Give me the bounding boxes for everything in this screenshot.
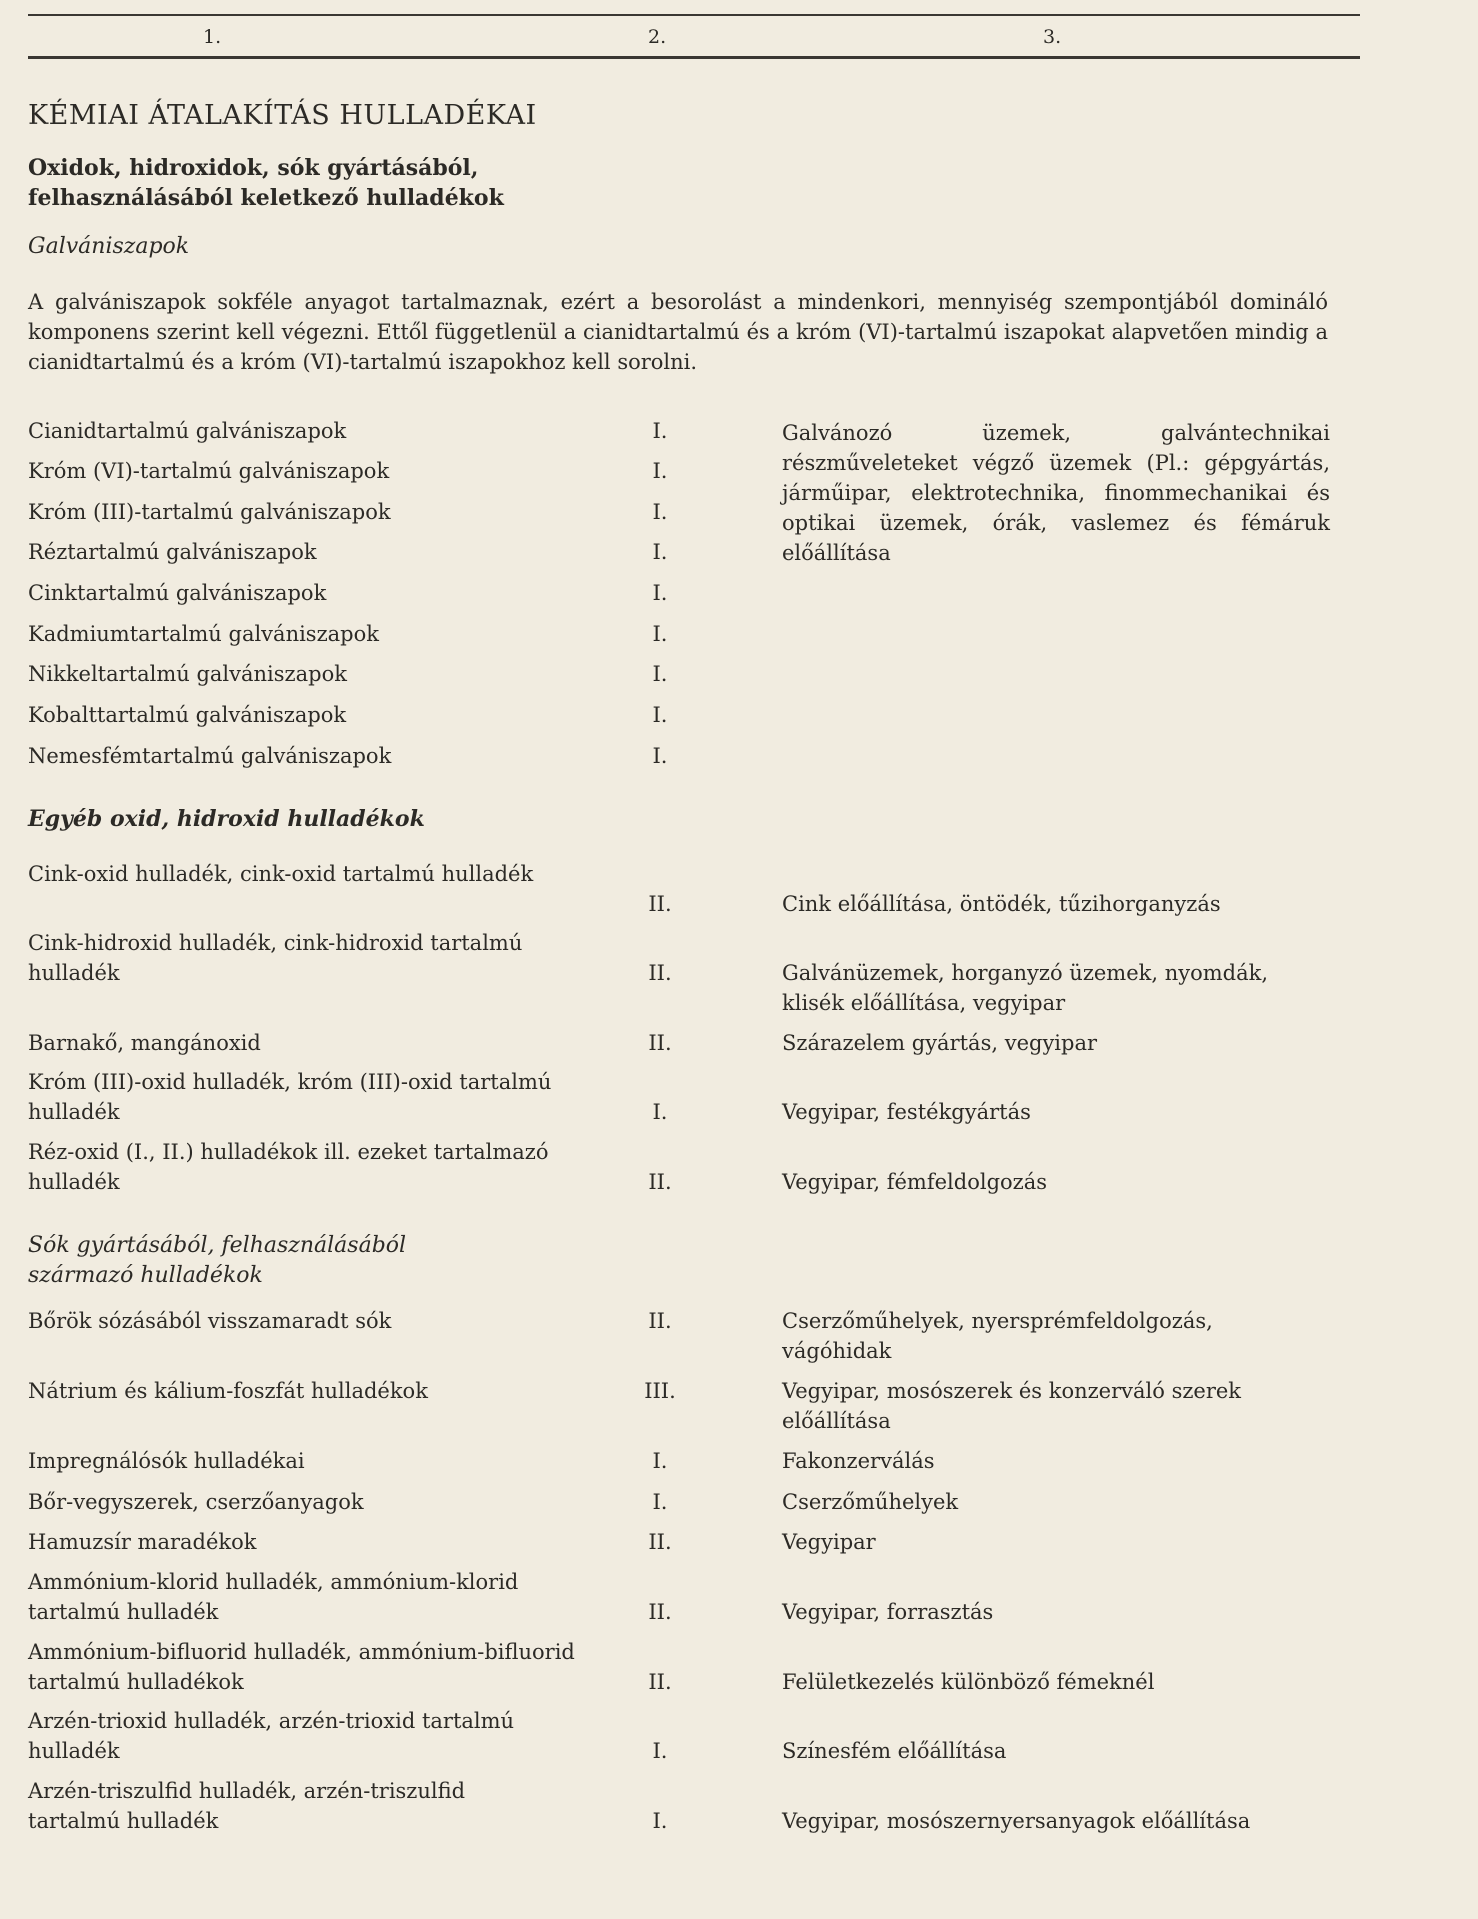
column-number-3: 3. [1043, 26, 1062, 48]
waste-class: I. [652, 1100, 668, 1124]
waste-name: Arzén-triszulfid hulladék, arzén-triszulfid tartalmú hulladék [28, 1779, 466, 1833]
waste-source: Cink előállítása, öntödék, tűzihorganyzás [782, 892, 1221, 916]
waste-name: Barnakő, mangánoxid [28, 1031, 261, 1055]
galvan-heading: Galvániszapok [28, 234, 190, 259]
waste-name: Réztartalmú galvániszapok [28, 540, 317, 564]
waste-class: I. [652, 1739, 668, 1763]
waste-class: II. [648, 1170, 672, 1194]
waste-name: Cianidtartalmú galvániszapok [28, 419, 347, 443]
waste-source: Vegyipar, mosószernyersanyagok előállítása [782, 1809, 1251, 1833]
waste-name: Ammónium-klorid hulladék, ammónium-klorid tartalmú hulladék [28, 1570, 519, 1624]
waste-source: Vegyipar, forrasztás [782, 1600, 994, 1624]
waste-source: Vegyipar, fémfeldolgozás [782, 1170, 1048, 1194]
top-rule [28, 14, 1360, 16]
waste-name: Nikkeltartalmú galvániszapok [28, 662, 347, 686]
waste-name: Hamuzsír maradékok [28, 1530, 257, 1554]
waste-class: II. [648, 1600, 672, 1624]
waste-source: Fakonzerválás [782, 1449, 935, 1473]
waste-class: I. [652, 419, 668, 443]
waste-class: I. [652, 459, 668, 483]
column-number-1: 1. [203, 26, 222, 48]
galvan-source-note: Galvánozó üzemek, galvántechnikai részműveleteket végző üzemek (Pl.: gépgyártás, járműipar, elektrotechnika, finommechanikai és optikai üzemek, órák, vaslemez és fémáruk előállítása [782, 421, 1330, 565]
waste-class: I. [652, 703, 668, 727]
waste-class: I. [652, 581, 668, 605]
waste-name: Cinktartalmú galvániszapok [28, 581, 327, 605]
galvan-paragraph: A galvániszapok sokféle anyagot tartalmaznak, ezért a besorolást a mindenkori, mennyiség szempontjából domináló komponens szerint kell végezni. Ettől függetlenül a cianidtartalmú és a króm (VI)-tartalmú iszapokat alapvetően mindig a cianidtartalmú és a króm (VI)-tartalmú iszapokhoz kell sorolni. [28, 290, 1328, 374]
waste-name: Cink-hidroxid hulladék, cink-hidroxid tartalmú hulladék [28, 931, 523, 985]
waste-source: Vegyipar, festékgyártás [782, 1100, 1031, 1124]
waste-name: Kobalttartalmú galvániszapok [28, 703, 347, 727]
waste-class: I. [652, 744, 668, 768]
waste-name: Impregnálósók hulladékai [28, 1449, 305, 1473]
waste-name: Ammónium-bifluorid hulladék, ammónium-bifluorid tartalmú hulladékok [28, 1640, 575, 1694]
waste-class: II. [648, 1309, 672, 1333]
waste-class: I. [652, 1449, 668, 1473]
waste-class: I. [652, 540, 668, 564]
header-rule [28, 56, 1360, 59]
waste-class: II. [648, 1530, 672, 1554]
waste-source: Színesfém előállítása [782, 1739, 1007, 1763]
waste-class: I. [652, 1490, 668, 1514]
waste-name: Króm (III)-oxid hulladék, króm (III)-oxid tartalmú hulladék [28, 1070, 552, 1124]
waste-source: Cserzőműhelyek [782, 1490, 959, 1514]
waste-source: Vegyipar, mosószerek és konzerváló szerek előállítása [782, 1379, 1242, 1433]
waste-name: Cink-oxid hulladék, cink-oxid tartalmú hulladék [28, 862, 534, 886]
salts-heading: Sók gyártásából, felhasználásából származó hulladékok [28, 1233, 407, 1288]
waste-class: I. [652, 622, 668, 646]
waste-name: Bőrök sózásából visszamaradt sók [28, 1309, 392, 1333]
waste-name: Nemesfémtartalmú galvániszapok [28, 744, 392, 768]
waste-class: II. [648, 1031, 672, 1055]
waste-class: I. [652, 662, 668, 686]
waste-source: Felületkezelés különböző fémeknél [782, 1670, 1155, 1694]
waste-name: Bőr-vegyszerek, cserzőanyagok [28, 1490, 364, 1514]
waste-name: Kadmiumtartalmú galvániszapok [28, 622, 379, 646]
waste-source: Galvánüzemek, horganyzó üzemek, nyomdák, klisék előállítása, vegyipar [782, 961, 1269, 1015]
waste-name: Króm (VI)-tartalmú galvániszapok [28, 459, 390, 483]
waste-class: II. [648, 892, 672, 916]
waste-class: II. [648, 961, 672, 985]
waste-name: Arzén-trioxid hulladék, arzén-trioxid tartalmú hulladék [28, 1709, 515, 1763]
waste-source: Cserzőműhelyek, nyersprémfeldolgozás, vágóhidak [782, 1309, 1213, 1363]
waste-name: Króm (III)-tartalmú galvániszapok [28, 500, 391, 524]
waste-source: Szárazelem gyártás, vegyipar [782, 1031, 1098, 1055]
waste-class: II. [648, 1670, 672, 1694]
section-title: KÉMIAI ÁTALAKÍTÁS HULLADÉKAI [28, 100, 537, 131]
waste-class: I. [652, 1809, 668, 1833]
waste-class: I. [652, 500, 668, 524]
waste-name: Nátrium és kálium-foszfát hulladékok [28, 1379, 428, 1403]
waste-class: III. [644, 1379, 676, 1403]
column-number-2: 2. [648, 26, 667, 48]
waste-source: Vegyipar [782, 1530, 876, 1554]
waste-name: Réz-oxid (I., II.) hulladékok ill. ezeket tartalmazó hulladék [28, 1140, 549, 1194]
oxides-heading: Egyéb oxid, hidroxid hulladékok [28, 806, 425, 832]
subsection-title: Oxidok, hidroxidok, sók gyártásából, felhasználásából keletkező hulladékok [28, 155, 504, 211]
